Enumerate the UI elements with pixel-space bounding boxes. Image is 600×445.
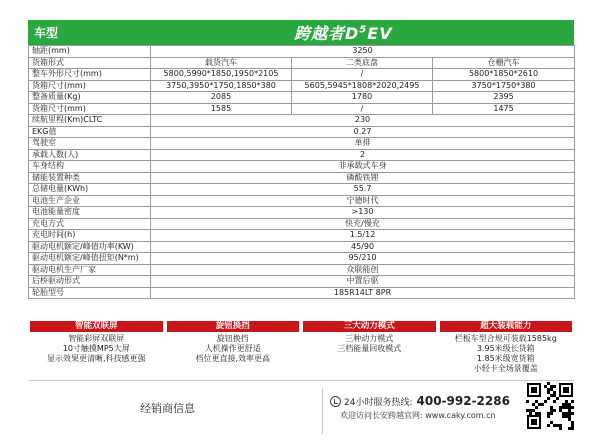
spec-value: 二类底盘	[292, 57, 433, 69]
spec-row	[29, 264, 575, 276]
spec-label: 驱动电机生产厂家	[29, 264, 151, 276]
spec-row	[29, 241, 575, 253]
spec-value: 5605,5945*1808*2020,2495	[292, 80, 433, 92]
spec-row	[29, 69, 575, 81]
spec-value: 1780	[292, 92, 433, 104]
spec-value: 5800*1850*2610	[433, 69, 575, 81]
spec-value: >130	[151, 207, 575, 219]
logo-sup: 5	[359, 24, 368, 36]
spec-row	[29, 115, 575, 127]
hotline-row	[330, 394, 510, 408]
spec-value: 95/210	[151, 253, 575, 265]
spec-value: 230	[151, 115, 575, 127]
spec-label: 储能装置种类	[29, 172, 151, 184]
spec-label: 承载人数(人)	[29, 149, 151, 161]
spec-row	[29, 57, 575, 69]
spec-row	[29, 195, 575, 207]
spec-value: 3750*1750*380	[433, 80, 575, 92]
spec-row	[29, 172, 575, 184]
spec-value: 0.27	[151, 126, 575, 138]
spec-value: 非承载式车身	[151, 161, 575, 173]
spec-value: 1585	[151, 103, 292, 115]
feature-title: 超大装载能力	[440, 321, 573, 332]
spec-label: 后桥驱动形式	[29, 276, 151, 288]
dealer-info-label: 经销商信息	[140, 402, 195, 415]
spec-value: 载货汽车	[151, 57, 292, 69]
spec-value: 中置后驱	[151, 276, 575, 288]
feature-line: 三档能量回收模式	[337, 344, 402, 353]
spec-value: 快充/慢充	[151, 218, 575, 230]
feature-line: 人机操作更舒适	[204, 344, 261, 353]
hotline-label: 24小时服务热线:	[344, 397, 413, 408]
spec-row	[29, 126, 575, 138]
brand-logo	[294, 21, 393, 44]
hotline-number: 400-992-2286	[416, 394, 510, 408]
spec-table	[28, 45, 575, 299]
spec-label: 电池生产企业	[29, 195, 151, 207]
spec-label: 充电时间(h)	[29, 230, 151, 242]
feature-line: 三种动力模式	[345, 334, 394, 343]
feature-line: 小轻卡全场景覆盖	[473, 364, 538, 373]
spec-value: 磷酸铁锂	[151, 172, 575, 184]
spec-value: 5800,5990*1850,1950*2105	[151, 69, 292, 81]
clock-phone-icon	[330, 396, 341, 407]
feature-load-capacity	[438, 321, 575, 377]
spec-row	[29, 207, 575, 219]
feature-line: 10寸触摸MP5大屏	[62, 344, 130, 353]
logo-suffix: EV	[367, 24, 393, 43]
spec-value: 单排	[151, 138, 575, 150]
spec-value: 2085	[151, 92, 292, 104]
spec-row	[29, 276, 575, 288]
spec-value: 宁德时代	[151, 195, 575, 207]
spec-label: 整备质量(Kg)	[29, 92, 151, 104]
feature-section	[28, 321, 574, 377]
spec-label: 轴距(mm)	[29, 46, 151, 58]
spec-row	[29, 218, 575, 230]
spec-row	[29, 184, 575, 196]
spec-label: 驾驶室	[29, 138, 151, 150]
feature-title: 旋钮换挡	[167, 321, 300, 332]
feature-title: 智能双联屏	[30, 321, 163, 332]
feature-power-modes	[301, 321, 438, 377]
spec-row	[29, 92, 575, 104]
footer-divider	[28, 380, 574, 381]
logo-main: 跨越者D	[294, 24, 360, 43]
spec-label: 轮胎型号	[29, 287, 151, 299]
feature-line: 1.85米级宽货箱	[476, 354, 535, 363]
spec-row	[29, 46, 575, 58]
model-header-label: 车型	[34, 26, 59, 40]
spec-value: /	[292, 103, 433, 115]
spec-row	[29, 138, 575, 150]
spec-label: EKG值	[29, 126, 151, 138]
spec-value: /	[292, 69, 433, 81]
feature-knob-shift	[165, 321, 302, 377]
feature-line: 栏板车型合规可装载1585kg	[454, 334, 557, 343]
spec-label: 总储电量(KWh)	[29, 184, 151, 196]
spec-value: 2395	[433, 92, 575, 104]
feature-line: 档位更直接,效率更高	[195, 354, 271, 363]
spec-value: 55.7	[151, 184, 575, 196]
spec-label: 货箱尺寸(mm)	[29, 80, 151, 92]
spec-row	[29, 103, 575, 115]
spec-value: 45/90	[151, 241, 575, 253]
spec-row	[29, 230, 575, 242]
feature-title: 三大动力模式	[303, 321, 436, 332]
spec-value: 众联能创	[151, 264, 575, 276]
spec-value: 1.5/12	[151, 230, 575, 242]
spec-label: 车身结构	[29, 161, 151, 173]
spec-value: 1475	[433, 103, 575, 115]
spec-value: 185R14LT 8PR	[151, 287, 575, 299]
spec-row	[29, 287, 575, 299]
feature-smart-screen	[28, 321, 165, 377]
spec-row	[29, 253, 575, 265]
spec-row	[29, 80, 575, 92]
spec-label: 驱动电机额定/峰值扭矩(N*m)	[29, 253, 151, 265]
spec-row	[29, 161, 575, 173]
feature-line: 旋钮换挡	[216, 334, 249, 343]
spec-value: 3250	[151, 46, 575, 58]
website-text: 欢迎访问长安跨越官网: www.caky.com.cn	[340, 411, 496, 420]
feature-line: 3.95米级长货箱	[476, 344, 535, 353]
spec-label: 续航里程(Km)CLTC	[29, 115, 151, 127]
model-header-bar	[28, 20, 574, 45]
spec-value: 2	[151, 149, 575, 161]
spec-row	[29, 149, 575, 161]
qr-code-icon	[526, 382, 574, 430]
feature-line: 显示效果更清晰,科技感更强	[46, 354, 146, 363]
feature-line: 智能彩屏双联屏	[68, 334, 125, 343]
spec-label: 充电方式	[29, 218, 151, 230]
spec-value: 3750,3950*1750,1850*380	[151, 80, 292, 92]
spec-label: 驱动电机额定/峰值功率(KW)	[29, 241, 151, 253]
spec-label: 电池能量密度	[29, 207, 151, 219]
spec-label: 货箱形式	[29, 57, 151, 69]
footer-vertical-divider	[322, 388, 323, 434]
spec-value: 仓栅汽车	[433, 57, 575, 69]
spec-label: 货箱尺寸(mm)	[29, 103, 151, 115]
spec-label: 整车外形尺寸(mm)	[29, 69, 151, 81]
